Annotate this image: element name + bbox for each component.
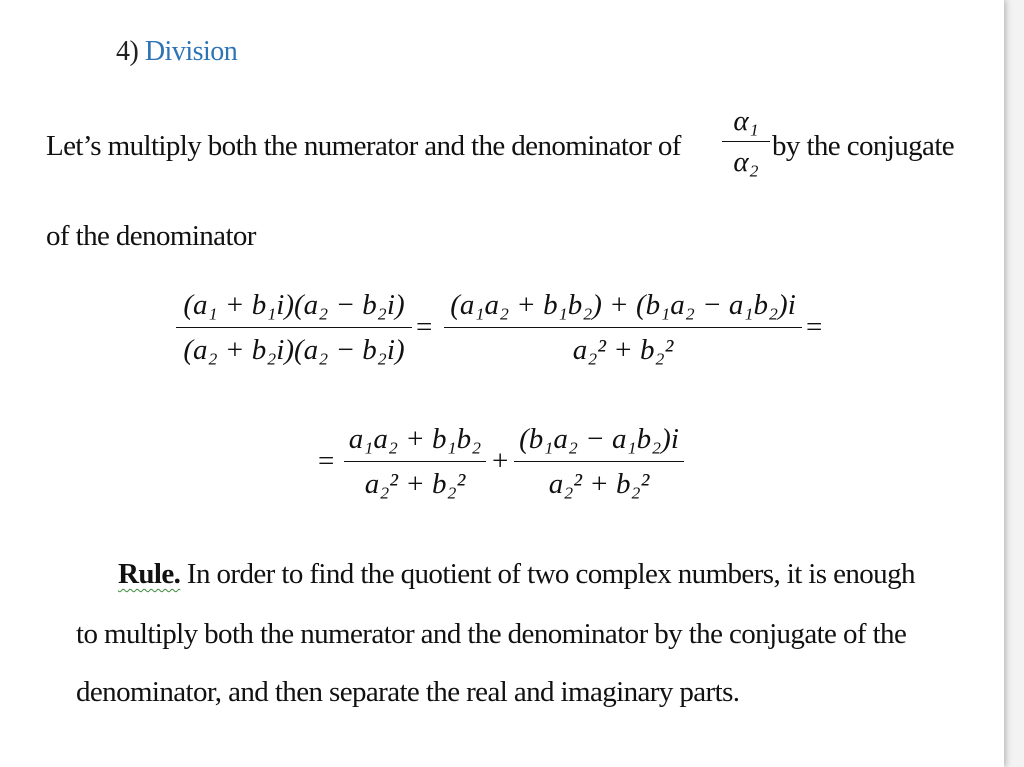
eq1-left-denominator: (a₂ + b₂i)(a₂ − b₂i) — [183, 334, 405, 366]
fraction-bar — [514, 461, 684, 462]
eq2-second-denominator: a₂² + b₂² — [548, 468, 650, 500]
eq1-equals-1: = — [416, 311, 433, 343]
fraction-bar — [722, 141, 770, 142]
fraction-bar — [176, 327, 412, 328]
eq1-left-fraction — [176, 286, 412, 369]
eq2-first-numerator: a₁a₂ + b₁b₂ — [348, 423, 482, 455]
inline-fraction-numerator: α₁ — [733, 105, 759, 137]
eq1-right-numerator: (a₁a₂ + b₁b₂) + (b₁a₂ − a₁b₂)i — [450, 289, 796, 321]
rule-line-2: to multiply both the numerator and the denominator by the conjugate of the — [76, 618, 907, 650]
eq2-equals: = — [318, 445, 335, 477]
heading-title: Division — [144, 36, 238, 67]
rule-line-1 — [118, 558, 915, 591]
fraction-bar — [444, 327, 802, 328]
eq1-left-numerator: (a₁ + b₁i)(a₂ − b₂i) — [183, 289, 405, 321]
eq2-second-numerator: (b₁a₂ − a₁b₂)i — [519, 423, 679, 455]
eq2-first-fraction — [344, 420, 486, 503]
eq2-second-fraction — [514, 420, 684, 503]
intro-line-1 — [46, 130, 681, 163]
rule-line-3: denominator, and then separate the real and imaginary parts. — [76, 676, 740, 708]
inline-fraction-denominator: α₂ — [733, 146, 759, 178]
intro-text-after: by the conjugate — [772, 130, 955, 162]
eq1-right-fraction — [444, 286, 802, 369]
inline-fraction — [722, 103, 770, 180]
eq1-right-denominator: a₂² + b₂² — [572, 334, 674, 366]
section-heading — [116, 36, 237, 68]
eq2-plus: + — [492, 445, 509, 477]
eq1-equals-2: = — [806, 311, 823, 343]
fraction-bar — [344, 461, 486, 462]
eq2-first-denominator: a₂² + b₂² — [364, 468, 466, 500]
heading-number: 4) — [116, 36, 139, 67]
rule-text-1: In order to find the quotient of two complex numbers, it is enough — [186, 558, 915, 590]
rule-label: Rule. — [118, 558, 181, 590]
intro-text-before: Let’s multiply both the numerator and the denominator of — [46, 130, 681, 162]
intro-line-2: of the denominator — [46, 220, 256, 252]
